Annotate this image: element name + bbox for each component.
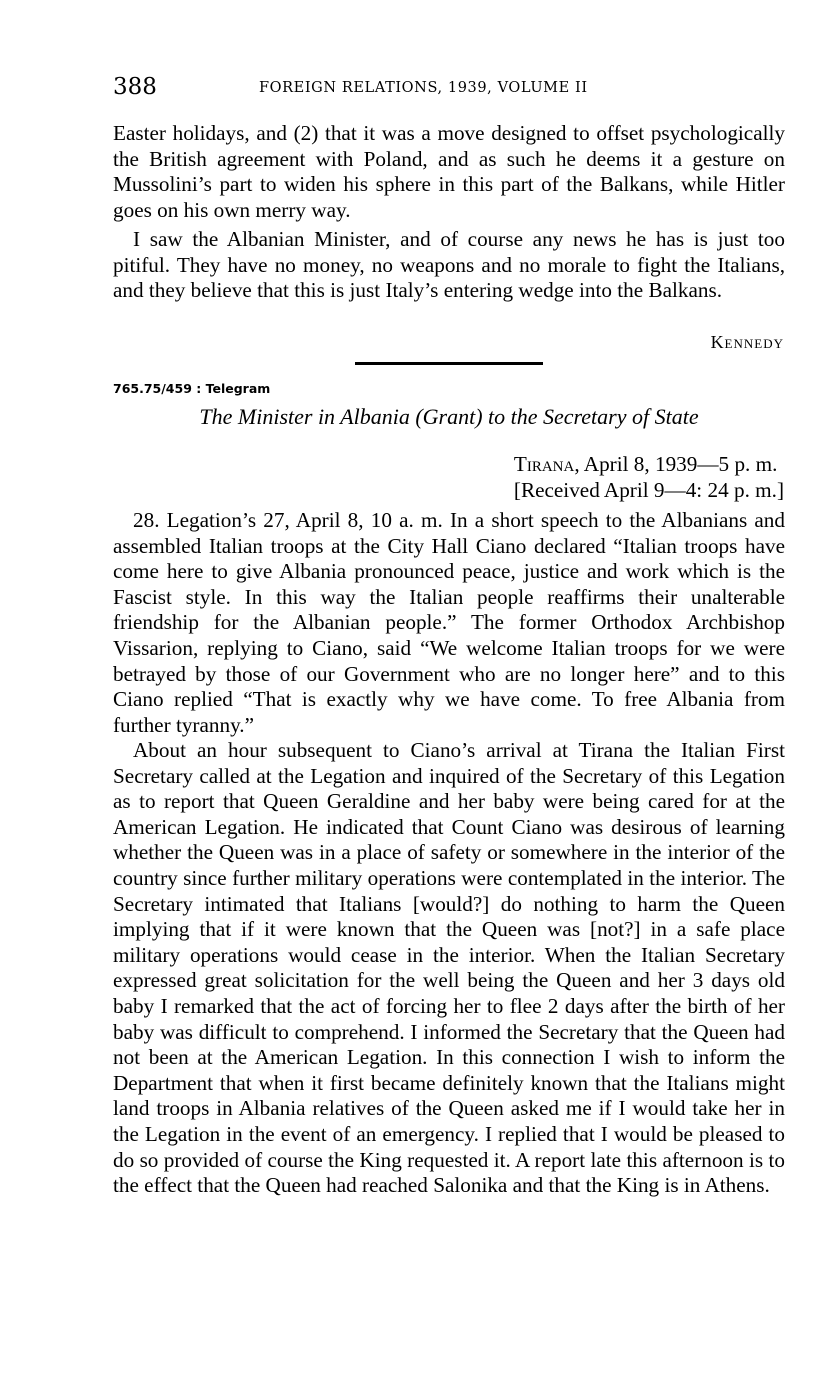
minister-paragraph: I saw the Albanian Minister, and of course any news he has is just too pitiful. They have no money, no weapons and no morale to fight the Italians, and they believe that this is just Italy’s entering wedge into the Balkans.: [113, 227, 785, 303]
telegram-paragraph-2: About an hour subsequent to Ciano’s arrival at Tirana the Italian First Secretary called at the Legation and inquired of the Secretary of this Legation as to report that Queen Geraldine and her baby were being cared for at the American Legation. He indicated that Count Ciano was desirous of learning whether the Queen was in a place of safety or somewhere in the interior of the country since further military operations were contemplated in the interior. The Secretary intimated that Italians [would?] do nothing to harm the Queen implying that if it were known that the Queen was [not?] in a safe place military operations would cease in the interior. When the Italian Secretary expressed great solicitation for the well being the Queen and her 3 days old baby I remarked that the act of forcing her to flee 2 days after the birth of her baby was difficult to comprehend. I informed the Secretary that the Queen had not been at the American Legation. In this connection I wish to inform the Department that when it first became definitely known that the Italians might land troops in Albania relatives of the Queen asked me if I would take her in the Legation in the event of an emergency. I replied that I would be pleased to do so provided of course the King requested it. A report late this afternoon is to the effect that the Queen had reached Salonika and that the King is in Athens.: [113, 738, 785, 1198]
signature: Kennedy: [710, 332, 784, 352]
dateline-received: [Received April 9—4: 24 p. m.]: [513, 477, 784, 502]
continued-paragraph: Easter holidays, and (2) that it was a move designed to offset psychologically the British agreement with Poland, and as such he deems it a gesture on Mussolini’s part to widen his sphere in this part of the Balkans, while Hitler goes on his own merry way.: [113, 121, 785, 222]
document-title: The Minister in Albania (Grant) to the Secretary of State: [199, 404, 699, 429]
dateline-place: Tirana: [513, 452, 575, 476]
running-head: FOREIGN RELATIONS, 1939, VOLUME II: [259, 80, 588, 96]
dateline: [514, 452, 784, 503]
section-divider: [355, 362, 543, 365]
page-header: [113, 74, 785, 106]
file-reference: 765.75/459 : Telegram: [113, 381, 271, 396]
telegram-paragraph-1: 28. Legation’s 27, April 8, 10 a. m. In a short speech to the Albanians and assembled Italian troops at the City Hall Ciano declared “Italian troops have come here to give Albania pronounced peace, justice and work which is the Fascist style. In this way the Italian people reaffirms their unalterable friendship for the Albanian people.” The former Orthodox Archbishop Vissarion, replying to Ciano, said “We welcome Italian troops for we were betrayed by those of our Government who are no longer here” and to this Ciano replied “That is exactly why we have come. To free Albania from further tyranny.”: [113, 508, 785, 737]
dateline-date: , April 8, 1939—5 p. m.: [574, 452, 778, 476]
page-number: 388: [113, 74, 157, 100]
dateline-sent: [514, 452, 784, 478]
